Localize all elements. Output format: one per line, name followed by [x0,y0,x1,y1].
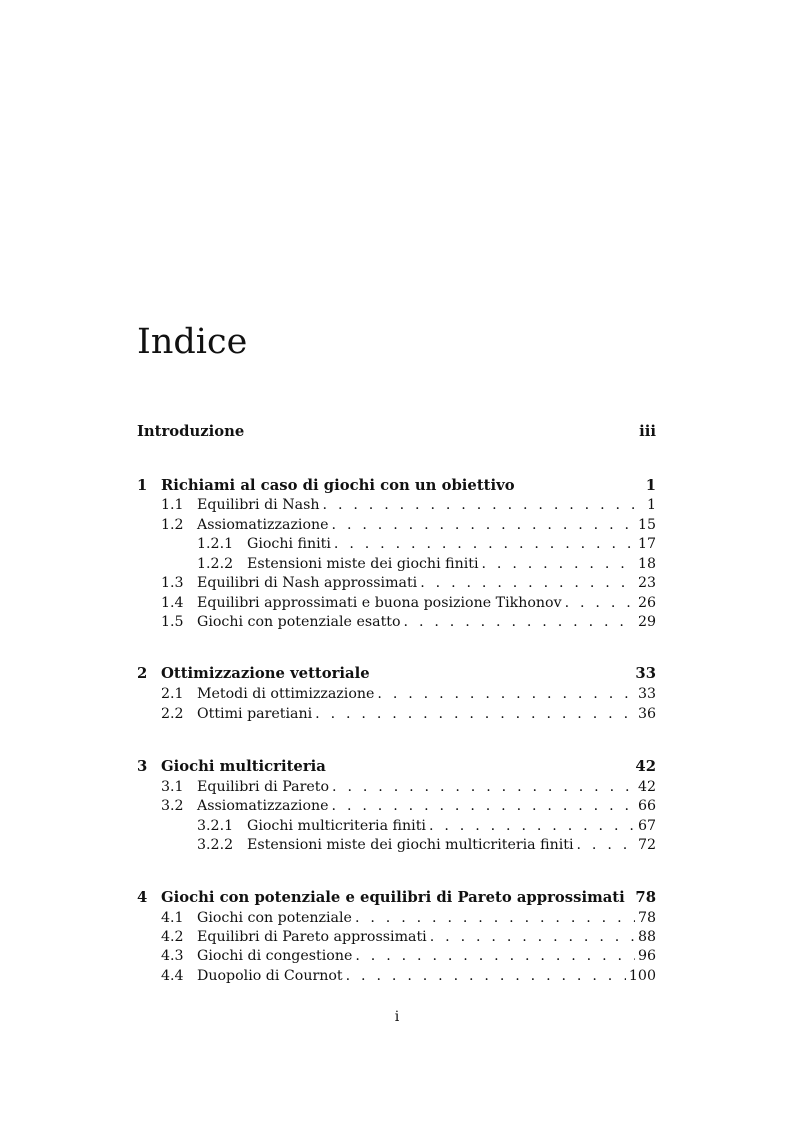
toc-chapter-1[interactable] [137,476,656,496]
section-title: Duopolio di Cournot [197,968,343,984]
toc-section-4-3[interactable] [137,946,656,966]
toc-section-3-2[interactable] [137,796,656,816]
dot-leader [315,704,635,724]
section-page: 96 [637,948,656,964]
section-title: Assiomatizzazione [197,517,329,533]
section-page: 26 [637,595,656,611]
dot-leader [346,966,626,986]
section-number: 1.3 [161,575,184,591]
toc-section-1-2[interactable] [137,515,656,535]
toc-section-1-4[interactable] [137,593,656,613]
section-page: 100 [628,968,656,984]
dot-leader [577,835,635,855]
section-number: 2.1 [161,686,184,702]
chapter-number: 2 [137,665,148,682]
section-title: Equilibri approssimati e buona posizione Tikhonov [197,595,562,611]
chapter-title: Ottimizzazione vettoriale [161,665,370,682]
chapter-title: Giochi con potenziale e equilibri di Pareto approssimati [161,889,625,906]
toc-section-1-3[interactable] [137,573,656,593]
section-title: Equilibri di Pareto [197,779,330,795]
section-number: 4.3 [161,948,184,964]
toc-chapter-4[interactable] [137,888,656,908]
dot-leader [332,777,635,797]
dot-leader [323,495,644,515]
toc-chapter-2[interactable] [137,664,656,684]
section-title: Equilibri di Nash approssimati [197,575,418,591]
toc-section-4-1[interactable] [137,908,656,928]
toc-subsection-1-2-2[interactable] [137,554,656,574]
chapter-title: Giochi multicriteria [161,758,326,775]
chapter-number: 3 [137,758,148,775]
subsection-page: 17 [637,536,656,552]
dot-leader [355,946,635,966]
section-number: 1.5 [161,614,184,630]
chapter-title: Richiami al caso di giochi con un obiettivo [161,477,515,494]
section-title: Giochi con potenziale esatto [197,614,401,630]
section-page: 15 [637,517,656,533]
chapter-number: 4 [137,889,148,906]
chapter-page: 42 [635,758,656,775]
section-title: Ottimi paretiani [197,706,313,722]
dot-leader [429,816,635,836]
section-page: 36 [637,706,656,722]
section-number: 4.1 [161,910,184,926]
toc-subsection-1-2-1[interactable] [137,534,656,554]
toc-subsection-3-2-2[interactable] [137,835,656,855]
section-number: 1.2 [161,517,184,533]
page-title: Indice [137,322,248,363]
section-number: 2.2 [161,706,184,722]
section-number: 1.4 [161,595,184,611]
section-number: 3.1 [161,779,184,795]
chapter-page: 33 [635,665,656,682]
section-title: Giochi con potenziale [197,910,352,926]
subsection-page: 18 [637,556,656,572]
dot-leader [332,796,635,816]
section-title: Assiomatizzazione [197,798,329,814]
section-title: Giochi di congestione [197,948,353,964]
toc-chapter-3[interactable] [137,757,656,777]
dot-leader [404,612,635,632]
dot-leader [565,593,635,613]
toc-section-1-1[interactable] [137,495,656,515]
dot-leader [334,534,635,554]
subsection-title: Giochi finiti [247,536,331,552]
dot-leader [420,573,635,593]
toc-section-2-1[interactable] [137,684,656,704]
section-page: 78 [637,910,656,926]
dot-leader [332,515,635,535]
section-page: 88 [637,929,656,945]
section-title: Metodi di ottimizzazione [197,686,375,702]
dot-leader [482,554,635,574]
chapter-page: 78 [635,889,656,906]
subsection-number: 3.2.2 [197,837,234,853]
section-number: 4.2 [161,929,184,945]
subsection-number: 1.2.2 [197,556,234,572]
subsection-title: Giochi multicriteria finiti [247,818,426,834]
section-title: Equilibri di Nash [197,497,320,513]
toc-section-3-1[interactable] [137,777,656,797]
section-page: 23 [637,575,656,591]
toc-section-4-2[interactable] [137,927,656,947]
toc-section-1-5[interactable] [137,612,656,632]
section-page: 1 [646,497,656,513]
section-page: 42 [637,779,656,795]
subsection-page: 67 [637,818,656,834]
section-number: 1.1 [161,497,184,513]
toc-intro-page: iii [639,423,656,440]
section-number: 4.4 [161,968,184,984]
chapter-number: 1 [137,477,148,494]
toc-subsection-3-2-1[interactable] [137,816,656,836]
section-page: 66 [637,798,656,814]
toc-intro[interactable] [137,422,656,442]
section-number: 3.2 [161,798,184,814]
chapter-page: 1 [645,477,656,494]
dot-leader [355,908,635,928]
dot-leader [377,684,635,704]
page-number: i [394,1009,400,1025]
dot-leader [430,927,635,947]
section-page: 29 [637,614,656,630]
toc-section-2-2[interactable] [137,704,656,724]
toc-intro-title: Introduzione [137,423,245,440]
subsection-page: 72 [637,837,656,853]
toc-section-4-4[interactable] [137,966,656,986]
subsection-title: Estensioni miste dei giochi multicriteria finiti [247,837,574,853]
subsection-number: 3.2.1 [197,818,234,834]
section-title: Equilibri di Pareto approssimati [197,929,427,945]
subsection-title: Estensioni miste dei giochi finiti [247,556,479,572]
section-page: 33 [637,686,656,702]
subsection-number: 1.2.1 [197,536,234,552]
